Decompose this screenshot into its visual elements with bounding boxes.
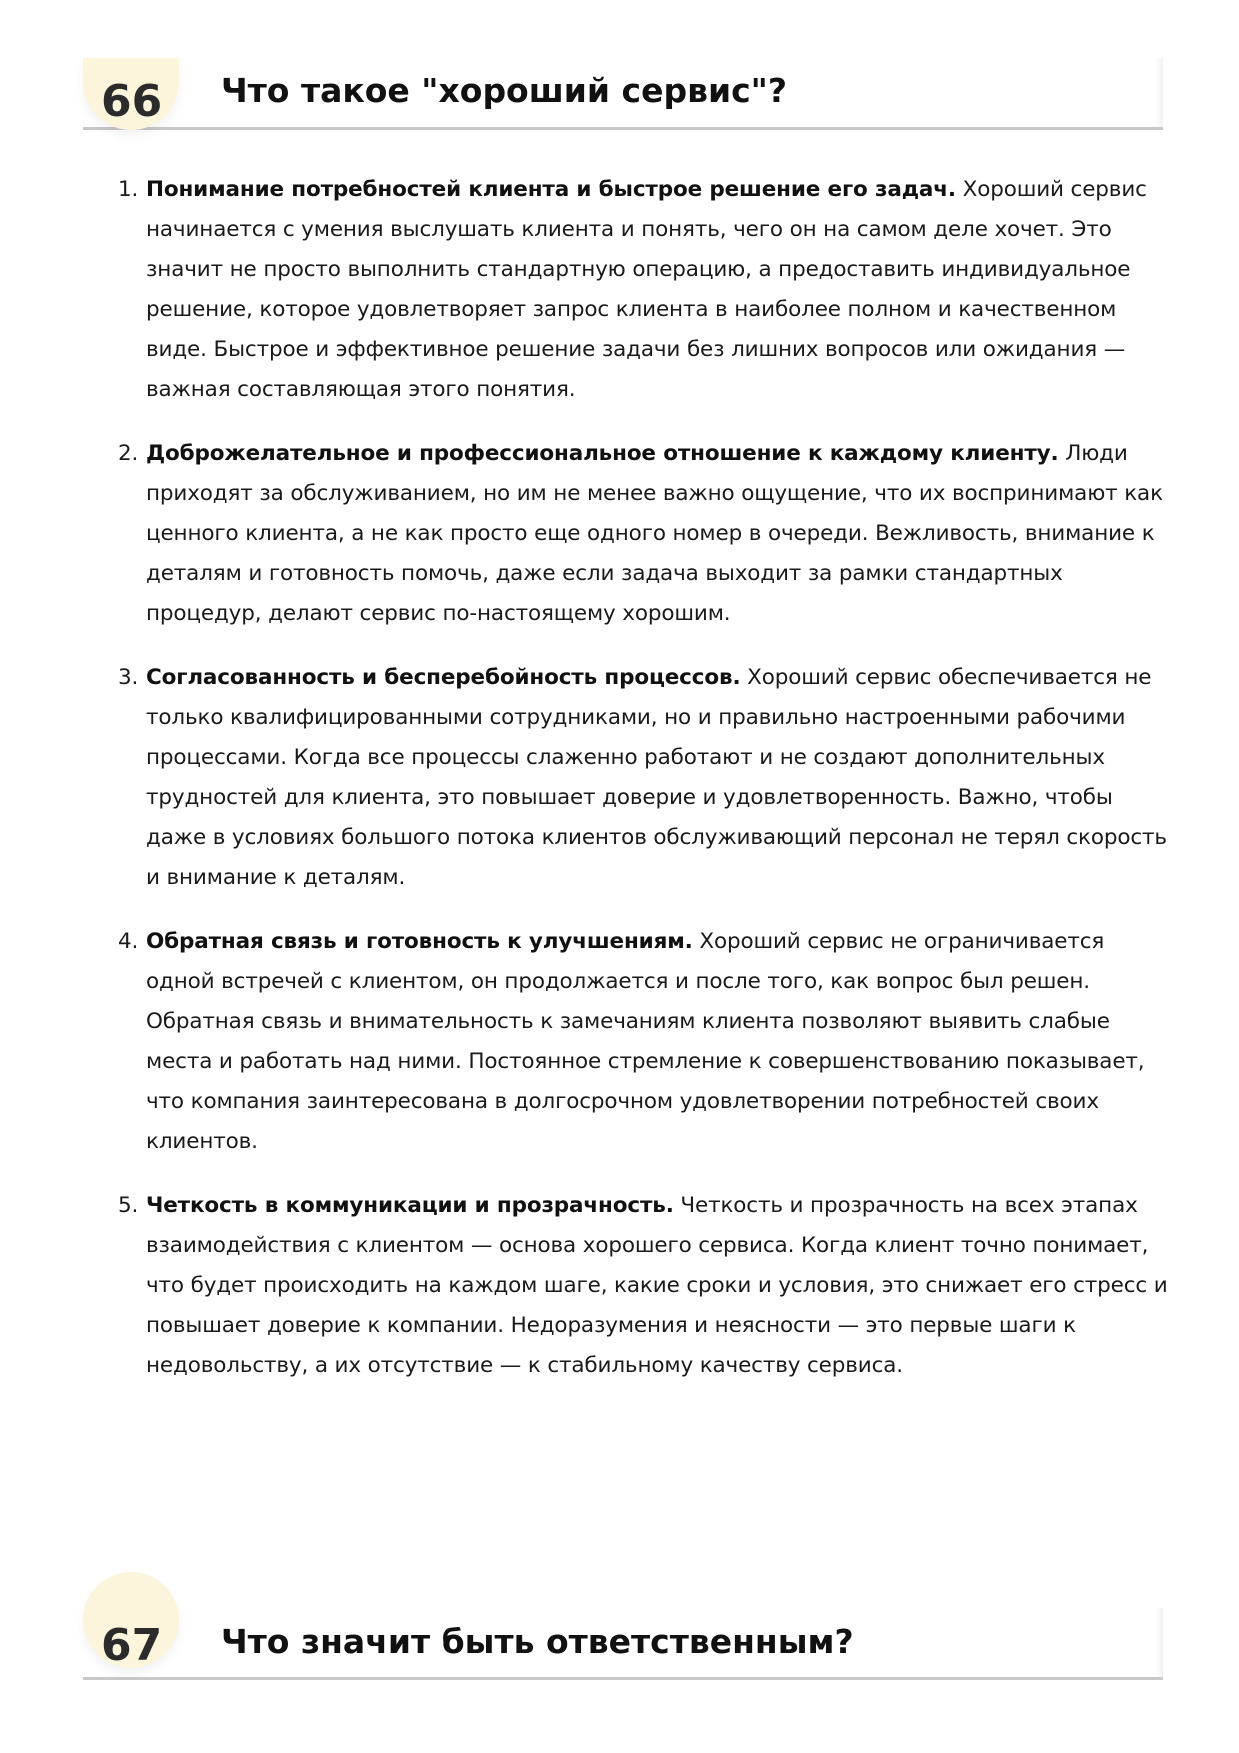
section-header-66 [83, 58, 1163, 130]
list-item-text: Четкость и прозрачность на всех этапах взаимодействия с клиентом — основа хорошего сервиса. Когда клиент точно понимает, что будет происходить на каждом шаге, какие сроки и условия, это снижает его стресс и повышает доверие к компании. Недоразумения и неясности — это первые шаги к недовольству, а их отсутствие — к стабильному качеству сервиса. [146, 1193, 1168, 1378]
section-title: Что значит быть ответственным? [221, 1622, 854, 1661]
list-item-text: Хороший сервис не ограничивается одной встречей с клиентом, он продолжается и после того, как вопрос был решен. Обратная связь и внимательность к замечаниям клиента позволяют выявить слабые места и работать над ними. Постоянное стремление к совершенствованию показывает, что компания заинтересована в долгосрочном удовлетворении потребностей своих клиентов. [146, 929, 1145, 1154]
list-item [118, 1186, 1168, 1386]
list-item-text: Хороший сервис обеспечивается не только квалифицированными сотрудниками, но и правильно настроенными рабочими процессами. Когда все процессы слаженно работают и не создают дополнительных трудностей для клиента, это повышает доверие и удовлетворенность. Важно, чтобы даже в условиях большого потока клиентов обслуживающий персонал не терял скорость и внимание к деталям. [146, 665, 1167, 890]
list-item-title: Понимание потребностей клиента и быстрое решение его задач. [146, 177, 956, 202]
list-item [118, 170, 1168, 410]
section-title: Что такое "хороший сервис"? [221, 71, 787, 110]
section-content [118, 170, 1168, 1410]
list-item-number: 2. [118, 441, 139, 466]
list-item-number: 4. [118, 929, 139, 954]
list-item [118, 658, 1168, 898]
list-item-title: Четкость в коммуникации и прозрачность. [146, 1193, 674, 1218]
list-item-number: 1. [118, 177, 139, 202]
numbered-list [118, 170, 1168, 1386]
list-item-number: 5. [118, 1193, 139, 1218]
list-item-text: Люди приходят за обслуживанием, но им не менее важно ощущение, что их воспринимают как ценного клиента, а не как просто еще одного номер в очереди. Вежливость, внимание к деталям и готовность помочь, даже если задача выходит за рамки стандартных процедур, делают сервис по-настоящему хорошим. [146, 441, 1163, 626]
list-item-number: 3. [118, 665, 139, 690]
list-item-text: Хороший сервис начинается с умения выслушать клиента и понять, чего он на самом деле хочет. Это значит не просто выполнить стандартную операцию, а предоставить индивидуальное решение, которое удовлетворяет запрос клиента в наиболее полном и качественном виде. Быстрое и эффективное решение задачи без лишних вопросов или ожидания — важная составляющая этого понятия. [146, 177, 1147, 402]
list-item [118, 922, 1168, 1162]
section-number: 66 [101, 76, 163, 127]
list-item-title: Обратная связь и готовность к улучшениям. [146, 929, 693, 954]
list-item-title: Доброжелательное и профессиональное отношение к каждому клиенту. [146, 441, 1059, 466]
list-item-title: Согласованность и бесперебойность процессов. [146, 665, 741, 690]
header-shadow [1155, 58, 1163, 127]
section-header-67 [83, 1608, 1163, 1680]
header-shadow [1155, 1608, 1163, 1677]
section-number: 67 [101, 1620, 163, 1671]
list-item [118, 434, 1168, 634]
